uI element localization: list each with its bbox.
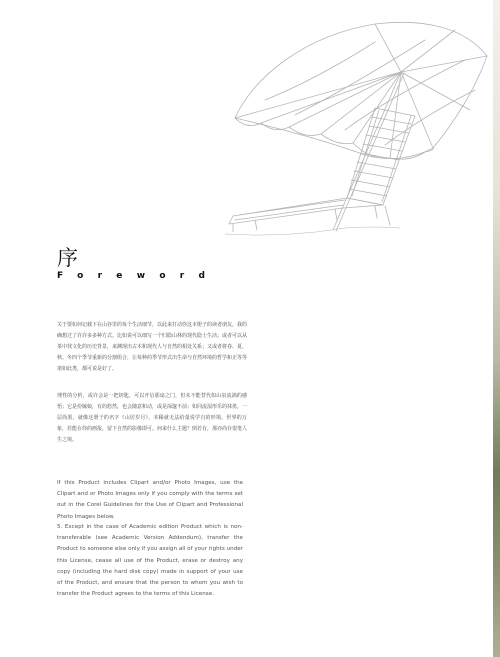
page-title-english: Foreword	[57, 271, 220, 281]
english-paragraph: 5. Except in the case of Academic edition Product which is non-transferable (see Academic Version Addendum), transfer the Product to someone else only if you assign all of your rights under this License, cease all use of the Product, erase or destroy any copy (including the hard disk copy) made in support of your use of the Product, and ensure that the person to whom you wish to transfer the Product agrees to the terms of this License.	[57, 524, 243, 598]
chinese-paragraph: 理性的分析，或许会是一把钥匙，可以开启那扇之门，但未不能替代如山泉流淌的感悟；它是份嫁娘，有的悠然，也会随意和动，或是深邃不前；如同流湿形乐的抹墨，一层尚墨，就像这册子的名字《山居岁月》，本稀就无法给量说学自的形境。世界的万象，若能在你的画报，留下自然的影像即可。何来什么主题？倒若有，那亦尚存很笔人生之境。	[57, 393, 248, 443]
umbrella-canopy	[235, 22, 487, 158]
english-paragraph: If this Product includes Clipart and/or Photo Images, use the Clipart and or Photo Images only if you comply with the terms set out in the Corel Guidelines for the Use of Clipart and Professional Photo Images below.	[57, 480, 243, 520]
chinese-paragraph: 关于要如何记载下在山谷里的每个生活细节，以此来打动你这本册子的读者朋友，我的确想过了许许多多种方式。比如说可以细写一个归隐山林的现代隐士生活；或者可以从茶中找文化的历史背景，来渊现出古木和现代人与自然的相处关系；又或者将春、夏、秋、冬四个季节重新的分割组合，让每种的季节形式出生命与自然环境的哲学和正等等诸如此类，都可说是好了。	[57, 322, 248, 372]
umbrella-pole	[333, 72, 404, 231]
lounger-legs	[233, 206, 390, 232]
umbrella-lounger-illustration	[225, 20, 495, 252]
umbrella-ribs	[235, 24, 487, 158]
page-title-chinese: 序	[57, 246, 78, 270]
lounger-seat	[229, 198, 383, 224]
